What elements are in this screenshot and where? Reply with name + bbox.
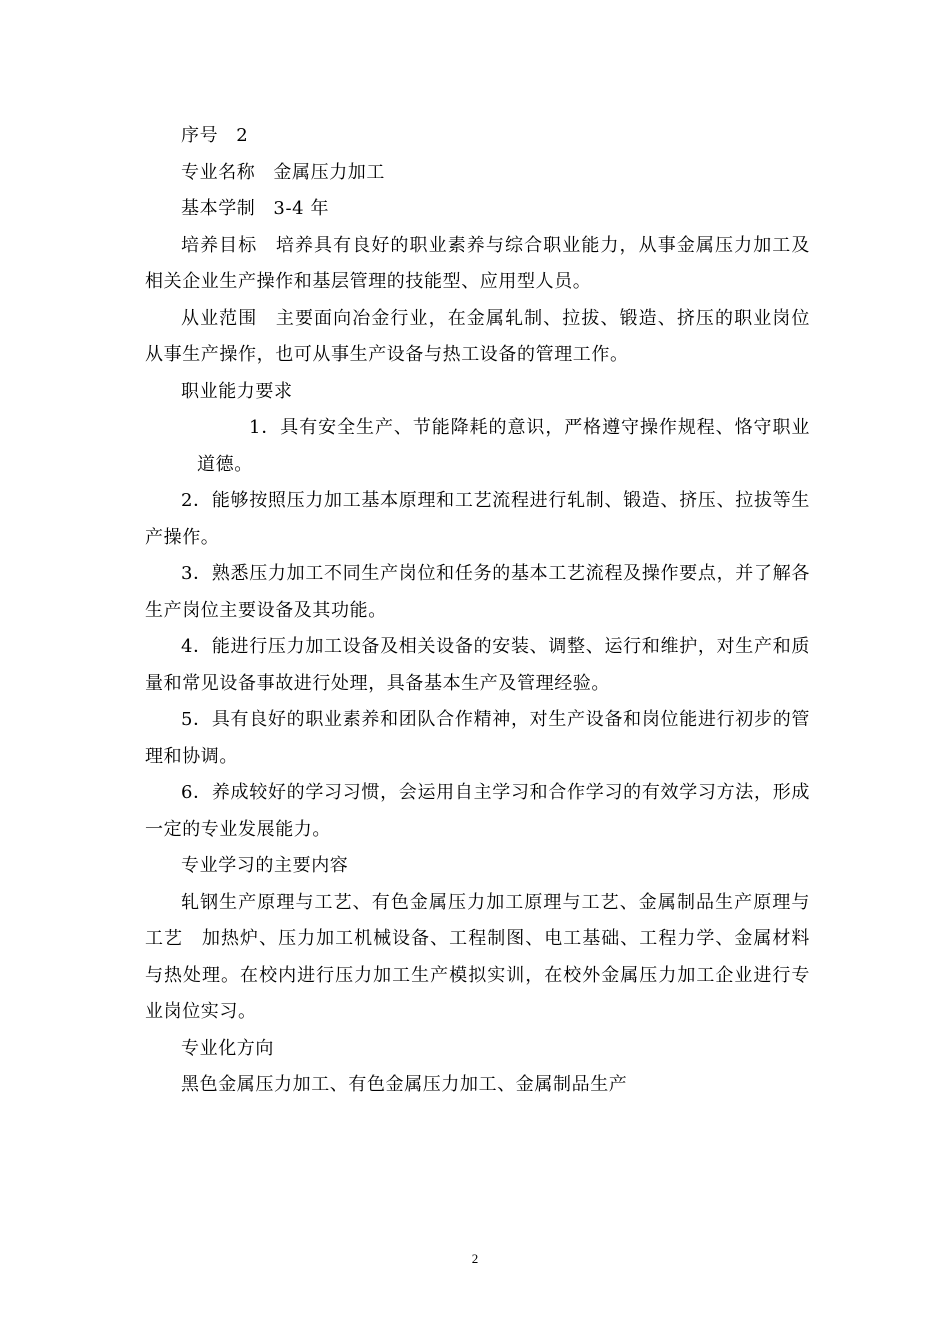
major-name-line [145, 155, 810, 192]
serial-label: 序号 [181, 125, 219, 146]
ability-item: 3．熟悉压力加工不同生产岗位和任务的基本工艺流程及操作要点，并了解各生产岗位主要设备及其功能。 [145, 563, 810, 621]
ability-item: 1．具有安全生产、节能降耗的意识，严格遵守操作规程、恪守职业道德。 [197, 417, 810, 475]
duration-label: 基本学制 [181, 198, 256, 219]
duration-value: 3-4 年 [273, 198, 330, 219]
document-body [145, 118, 810, 1104]
ability-item: 2．能够按照压力加工基本原理和工艺流程进行轧制、锻造、挤压、拉拔等生产操作。 [145, 490, 810, 548]
ability-item: 6．养成较好的学习习惯，会运用自主学习和合作学习的有效学习方法，形成一定的专业发展能力。 [145, 782, 810, 840]
employment-scope-label: 从业范围 [181, 307, 258, 329]
ability-item: 4．能进行压力加工设备及相关设备的安装、调整、运行和维护，对生产和质量和常见设备事故进行处理，具备基本生产及管理经验。 [145, 636, 810, 694]
main-content-paragraph: 轧钢生产原理与工艺、有色金属压力加工原理与工艺、金属制品生产原理与工艺 加热炉、压力加工机械设备、工程制图、电工基础、工程力学、金属材料与热处理。在校内进行压力加工生产模拟实训，在校外金属压力加工企业进行专业岗位实习。 [145, 891, 810, 1022]
specialization-paragraph: 黑色金属压力加工、有色金属压力加工、金属制品生产 [181, 1074, 628, 1095]
serial-line [145, 118, 810, 155]
serial-value: 2 [236, 125, 249, 146]
major-name-label: 专业名称 [181, 161, 256, 183]
abilities-heading: 职业能力要求 [181, 380, 293, 402]
duration-line [145, 191, 810, 228]
training-goal-text: 培养具有良好的职业素养与综合职业能力，从事金属压力加工及相关企业生产操作和基层管理的技能型、应用型人员。 [145, 234, 810, 292]
specialization-heading: 专业化方向 [181, 1037, 274, 1059]
ability-item: 5．具有良好的职业素养和团队合作精神，对生产设备和岗位能进行初步的管理和协调。 [145, 709, 810, 767]
employment-scope-paragraph [145, 301, 810, 374]
training-goal-label: 培养目标 [181, 234, 258, 256]
main-content-heading: 专业学习的主要内容 [181, 855, 349, 876]
major-name-value: 金属压力加工 [273, 161, 386, 183]
training-goal-paragraph [145, 228, 810, 301]
employment-scope-text: 主要面向冶金行业，在金属轧制、拉拔、锻造、挤压的职业岗位从事生产操作，也可从事生产设备与热工设备的管理工作。 [145, 307, 810, 365]
page-number: 2 [471, 1251, 479, 1266]
